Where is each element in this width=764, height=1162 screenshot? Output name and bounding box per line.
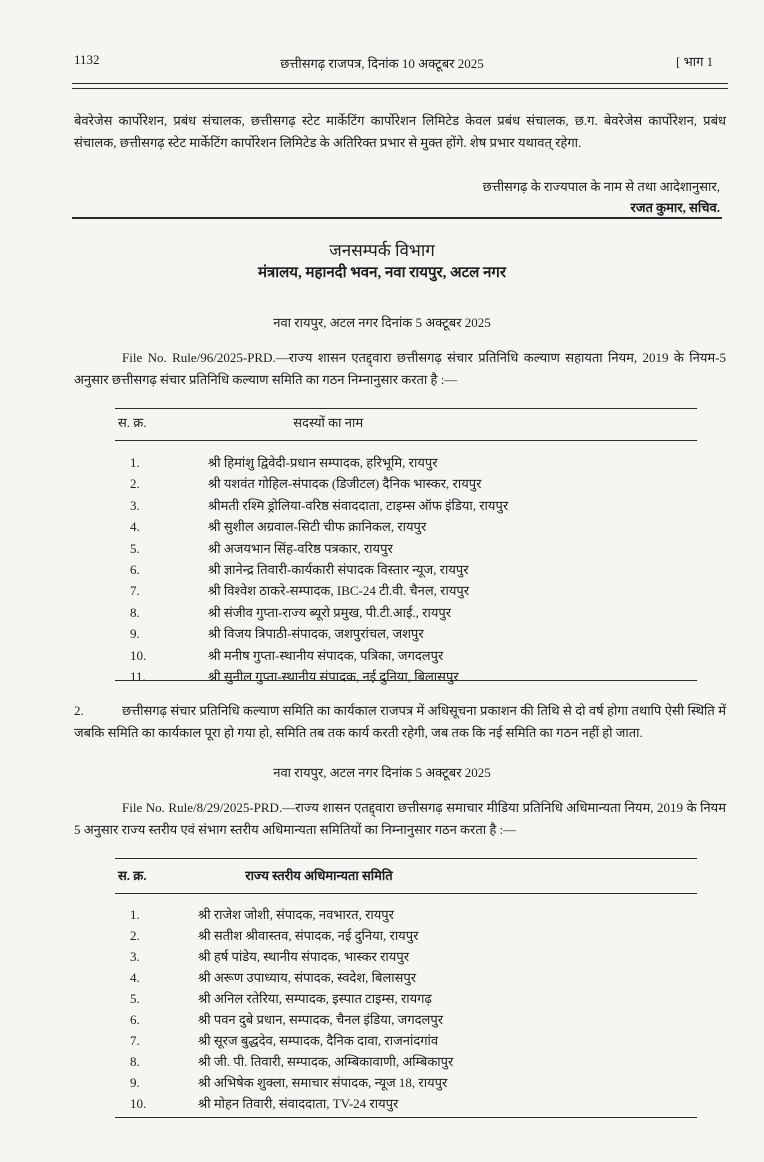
row-serial: 2.	[130, 476, 140, 492]
department-title: जनसम्पर्क विभाग	[329, 241, 435, 260]
row-member-name: श्री अभिषेक शुक्ला, समाचार संपादक, न्यूज 18, रायपुर	[198, 1075, 448, 1090]
section-divider	[72, 217, 722, 219]
table-row	[130, 1093, 398, 1114]
table-row	[130, 967, 416, 988]
row-serial: 7.	[130, 583, 140, 599]
row-serial: 4.	[130, 519, 140, 535]
table1-header	[118, 413, 363, 433]
notice1-date: नवा रायपुर, अटल नगर दिनांक 5 अक्टूबर 2025	[273, 315, 491, 330]
table-row	[130, 946, 409, 967]
table-row	[130, 623, 424, 644]
intro-paragraph: बेवरेजेस कार्पोरेशन, प्रबंध संचालक, छत्तीसगढ़ स्टेट मार्केटिंग कार्पोरेशन लिमिटेड केवल प्रबंध संचालक, छ.ग. बेवरेजेस कार्पोरेशन, प्रबंध संचालक, छत्तीसगढ़ स्टेट मार्केटिंग कार्पोरेशन लिमिटेड के अतिरिक्त प्रभार से मुक्त होंगे. शेष प्रभार यथावत् रहेगा.	[74, 113, 726, 150]
table2-bottom-rule	[115, 1117, 697, 1118]
table1-header-rule	[115, 440, 697, 441]
row-serial: 5.	[130, 540, 140, 556]
row-member-name: श्री जी. पी. तिवारी, सम्पादक, अम्बिकावाणी, अम्बिकापुर	[198, 1054, 454, 1069]
row-member-name: श्री राजेश जोशी, संपादक, नवभारत, रायपुर	[198, 907, 394, 922]
row-member-name: श्री सुनील गुप्ता-स्थानीय संपादक, नई दुनिया, बिलासपुर	[208, 669, 459, 684]
table1-top-rule	[115, 408, 697, 409]
row-member-name: श्री मनीष गुप्ता-स्थानीय संपादक, पत्रिका, जगदलपुर	[208, 647, 444, 663]
table-row	[130, 1072, 447, 1093]
row-serial: 11.	[130, 669, 146, 684]
table-row	[130, 495, 508, 516]
table-row	[130, 452, 438, 473]
notice2-text: File No. Rule/8/29/2025-PRD.—राज्य शासन एतद्द्वारा छत्तीसगढ़ समाचार मीडिया प्रतिनिधि अधिमान्यता नियम, 2019 के नियम 5 अनुसार राज्य स्तरीय एवं संभाग स्तरीय अधिमान्यता समितियों का निम्नानुसार गठन करता है :—	[74, 800, 726, 837]
row-member-name: श्री ज्ञानेन्द्र तिवारी-कार्यकारी संपादक विस्तार न्यूज, रायपुर	[208, 562, 469, 577]
row-serial: 7.	[130, 1033, 140, 1048]
row-member-name: श्री यशवंत गोहिल-संपादक (डिजीटल) दैनिक भास्कर, रायपुर	[208, 476, 482, 492]
row-member-name: श्री हर्ष पांडेय, स्थानीय संपादक, भास्कर रायपुर	[198, 949, 410, 964]
row-member-name: श्री संजीव गुप्ता-राज्य ब्यूरो प्रमुख, पी.टी.आई., रायपुर	[208, 604, 452, 620]
row-serial: 8.	[130, 604, 140, 620]
table-row	[130, 602, 451, 623]
table1-bottom-rule	[115, 680, 697, 681]
header-rule-2	[72, 88, 728, 89]
row-member-name: श्री अजयभान सिंह-वरिष्ठ पत्रकार, रायपुर	[208, 540, 393, 556]
table-row	[130, 559, 469, 580]
row-member-name: श्री हिमांशु द्विवेदी-प्रधान सम्पादक, हरिभूमि, रायपुर	[208, 455, 438, 470]
row-serial: 4.	[130, 970, 140, 985]
row-member-name: श्री अरूण उपाध्याय, संपादक, स्वदेश, बिलासपुर	[198, 970, 417, 985]
gazette-title: छत्तीसगढ़ राजपत्र, दिनांक 10 अक्टूबर 2025	[280, 56, 484, 71]
row-serial: 9.	[130, 626, 140, 642]
table2-top-rule	[115, 858, 697, 859]
table-row	[130, 1009, 443, 1030]
table-row	[130, 925, 418, 946]
row-member-name: श्री पवन दुबे प्रधान, सम्पादक, चैनल इंडिया, जगदलपुर	[198, 1012, 444, 1027]
page-number: 1132	[74, 52, 100, 67]
row-member-name: श्री विश्वेश ठाकरे-सम्पादक, IBC-24 टी.वी. चैनल, रायपुर	[208, 583, 470, 599]
row-serial: 9.	[130, 1075, 140, 1090]
table2-col-name: राज्य स्तरीय अधिमान्यता समिति	[245, 868, 393, 883]
table-row	[130, 538, 393, 559]
row-serial: 1.	[130, 907, 140, 922]
table2-header-rule	[115, 893, 697, 894]
part-label: [ भाग 1	[676, 54, 714, 69]
row-serial: 6.	[130, 562, 140, 577]
notice1-text: File No. Rule/96/2025-PRD.—राज्य शासन एतद्द्वारा छत्तीसगढ़ संचार प्रतिनिधि कल्याण सहायता नियम, 2019 के नियम-5 अनुसार छत्तीसगढ़ संचार प्रतिनिधि कल्याण समिति का गठन निम्नानुसार करता है :—	[74, 350, 726, 387]
table2-header	[118, 866, 393, 886]
table-row	[130, 904, 394, 925]
department-address: मंत्रालय, महानदी भवन, नवा रायपुर, अटल नगर	[258, 265, 506, 281]
signature-name: रजत कुमार, सचिव.	[630, 200, 720, 215]
row-member-name: श्री सतीश श्रीवास्तव, संपादक, नई दुनिया, रायपुर	[198, 928, 419, 943]
notice2-date: नवा रायपुर, अटल नगर दिनांक 5 अक्टूबर 2025	[273, 765, 491, 780]
row-serial: 5.	[130, 991, 140, 1006]
table-row	[130, 516, 426, 537]
table-row	[130, 580, 469, 601]
row-serial: 1.	[130, 455, 140, 470]
table-row	[130, 645, 443, 666]
signature-line-1: छत्तीसगढ़ के राज्यपाल के नाम से तथा आदेशानुसार,	[482, 179, 720, 194]
table1-col-name: सदस्यों का नाम	[293, 415, 364, 430]
row-serial: 10.	[130, 1096, 147, 1111]
row-member-name: श्री विजय त्रिपाठी-संपादक, जशपुरांचल, जशपुर	[208, 626, 424, 642]
row-member-name: श्री सुशील अग्रवाल-सिटी चीफ क्रानिकल, रायपुर	[208, 519, 427, 535]
table-row	[130, 1030, 438, 1051]
table-row	[130, 988, 432, 1009]
row-serial: 3.	[130, 949, 140, 964]
row-member-name: श्री सूरज बुद्धदेव, सम्पादक, दैनिक दावा, राजनांदगांव	[198, 1033, 439, 1048]
table2-col-serial: स. क्र.	[118, 868, 147, 883]
clause2-number: 2.	[74, 703, 84, 718]
row-serial: 8.	[130, 1054, 140, 1069]
row-member-name: श्री अनिल रतेरिया, सम्पादक, इस्पात टाइम्स, रायगढ़	[198, 991, 432, 1006]
table-row	[130, 473, 481, 494]
header-rule	[72, 83, 728, 84]
row-serial: 10.	[130, 647, 147, 663]
table1-col-serial: स. क्र.	[118, 415, 147, 430]
clause2-text: छत्तीसगढ़ संचार प्रतिनिधि कल्याण समिति का कार्यकाल राजपत्र में अधिसूचना प्रकाशन की तिथि से दो वर्ष होगा तथापि ऐसी स्थिति में जबकि समिति का कार्यकाल पूरा हो गया हो, समिति तब तक कार्य करती रहेगी, जब तक कि नई समिति का गठन नहीं हो जाता.	[74, 703, 726, 740]
table-row	[130, 1051, 453, 1072]
row-member-name: श्रीमती रश्मि ड्रोलिया-वरिष्ठ संवाददाता, टाइम्स ऑफ इंडिया, रायपुर	[208, 497, 509, 513]
table-row	[130, 666, 459, 687]
row-serial: 6.	[130, 1012, 140, 1027]
row-serial: 2.	[130, 928, 140, 943]
row-serial: 3.	[130, 497, 140, 513]
row-member-name: श्री मोहन तिवारी, संवाददाता, TV-24 रायपुर	[198, 1096, 399, 1111]
